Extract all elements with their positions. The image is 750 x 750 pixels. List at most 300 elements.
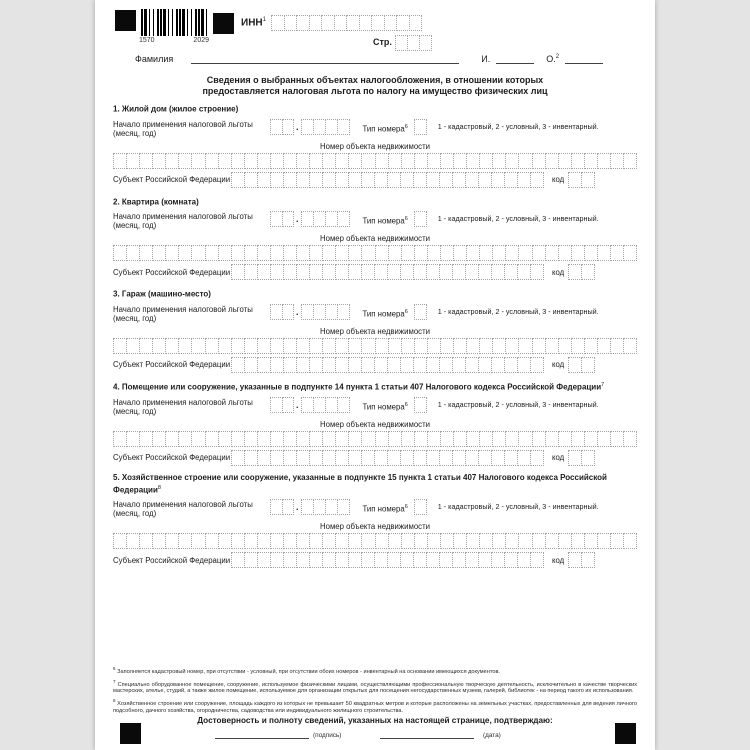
input-cell[interactable] (400, 264, 414, 280)
input-cell[interactable] (322, 450, 336, 466)
input-cell[interactable] (359, 15, 373, 31)
input-cell[interactable] (492, 431, 506, 447)
input-cell[interactable] (388, 338, 402, 354)
input-cell[interactable] (270, 153, 284, 169)
input-cell[interactable] (244, 172, 258, 188)
input-cell[interactable] (270, 338, 284, 354)
input-cell[interactable] (361, 357, 375, 373)
input-cell[interactable] (597, 338, 611, 354)
input-cell[interactable] (126, 338, 140, 354)
input-cell[interactable] (465, 264, 479, 280)
input-cell[interactable] (337, 119, 350, 135)
input-cell[interactable] (348, 533, 362, 549)
input-cell[interactable] (623, 338, 637, 354)
input-cell[interactable] (568, 264, 582, 280)
input-cell[interactable] (440, 153, 454, 169)
input-cell[interactable] (388, 153, 402, 169)
input-cell[interactable] (623, 533, 637, 549)
input-cell[interactable] (322, 357, 336, 373)
input-cell[interactable] (505, 245, 519, 261)
input-cell[interactable] (283, 357, 297, 373)
input-cell[interactable] (257, 357, 271, 373)
input-cell[interactable] (517, 264, 531, 280)
subject-code-field[interactable] (568, 172, 595, 188)
input-cell[interactable] (126, 431, 140, 447)
input-cell[interactable] (244, 245, 258, 261)
input-cell[interactable] (231, 153, 245, 169)
input-cell[interactable] (205, 533, 219, 549)
benefit-start-month-field[interactable] (270, 304, 294, 320)
input-cell[interactable] (361, 245, 375, 261)
input-cell[interactable] (361, 533, 375, 549)
input-cell[interactable] (282, 211, 295, 227)
input-cell[interactable] (452, 450, 466, 466)
input-cell[interactable] (440, 431, 454, 447)
input-cell[interactable] (337, 211, 350, 227)
subject-code-field[interactable] (568, 264, 595, 280)
input-cell[interactable] (205, 431, 219, 447)
input-cell[interactable] (426, 172, 440, 188)
object-number-field[interactable] (113, 245, 637, 261)
object-number-field[interactable] (113, 533, 637, 549)
input-cell[interactable] (271, 15, 285, 31)
input-cell[interactable] (439, 264, 453, 280)
input-cell[interactable] (244, 450, 258, 466)
input-cell[interactable] (309, 552, 323, 568)
input-cell[interactable] (465, 450, 479, 466)
input-cell[interactable] (348, 357, 362, 373)
input-cell[interactable] (270, 533, 284, 549)
input-cell[interactable] (296, 431, 310, 447)
input-cell[interactable] (139, 533, 153, 549)
input-cell[interactable] (478, 357, 492, 373)
object-number-field[interactable] (113, 153, 637, 169)
input-cell[interactable] (478, 450, 492, 466)
input-cell[interactable] (178, 338, 192, 354)
input-cell[interactable] (165, 245, 179, 261)
input-cell[interactable] (517, 172, 531, 188)
input-cell[interactable] (610, 431, 624, 447)
input-cell[interactable] (231, 172, 245, 188)
input-cell[interactable] (244, 264, 258, 280)
input-cell[interactable] (581, 357, 595, 373)
surname-input-line[interactable] (191, 53, 459, 64)
input-cell[interactable] (427, 338, 441, 354)
input-cell[interactable] (440, 533, 454, 549)
input-cell[interactable] (244, 357, 258, 373)
input-cell[interactable] (439, 357, 453, 373)
input-cell[interactable] (309, 338, 323, 354)
input-cell[interactable] (283, 172, 297, 188)
input-cell[interactable] (335, 431, 349, 447)
input-cell[interactable] (387, 264, 401, 280)
input-cell[interactable] (321, 15, 335, 31)
input-cell[interactable] (283, 431, 297, 447)
input-cell[interactable] (270, 172, 284, 188)
number-type-field[interactable] (414, 119, 427, 135)
input-cell[interactable] (296, 357, 310, 373)
benefit-start-year-field[interactable] (301, 499, 350, 515)
benefit-start-month-field[interactable] (270, 397, 294, 413)
input-cell[interactable] (322, 431, 336, 447)
input-cell[interactable] (113, 245, 127, 261)
input-cell[interactable] (322, 552, 336, 568)
input-cell[interactable] (165, 338, 179, 354)
input-cell[interactable] (492, 245, 506, 261)
subject-field[interactable] (231, 450, 544, 466)
input-cell[interactable] (491, 357, 505, 373)
input-cell[interactable] (388, 245, 402, 261)
input-cell[interactable] (257, 533, 271, 549)
input-cell[interactable] (466, 153, 480, 169)
input-cell[interactable] (335, 338, 349, 354)
input-cell[interactable] (584, 245, 598, 261)
input-cell[interactable] (414, 533, 428, 549)
input-cell[interactable] (413, 172, 427, 188)
input-cell[interactable] (545, 338, 559, 354)
input-cell[interactable] (205, 338, 219, 354)
input-cell[interactable] (257, 245, 271, 261)
input-cell[interactable] (335, 153, 349, 169)
input-cell[interactable] (597, 153, 611, 169)
patronymic-initial-input-line[interactable] (565, 53, 603, 64)
input-cell[interactable] (427, 431, 441, 447)
input-cell[interactable] (584, 431, 598, 447)
input-cell[interactable] (414, 431, 428, 447)
input-cell[interactable] (178, 153, 192, 169)
input-cell[interactable] (517, 357, 531, 373)
input-cell[interactable] (400, 172, 414, 188)
subject-field[interactable] (231, 552, 544, 568)
input-cell[interactable] (401, 245, 415, 261)
input-cell[interactable] (231, 552, 245, 568)
input-cell[interactable] (322, 533, 336, 549)
input-cell[interactable] (283, 552, 297, 568)
input-cell[interactable] (296, 552, 310, 568)
benefit-start-year-field[interactable] (301, 397, 350, 413)
input-cell[interactable] (374, 264, 388, 280)
input-cell[interactable] (244, 552, 258, 568)
input-cell[interactable] (361, 338, 375, 354)
input-cell[interactable] (426, 264, 440, 280)
input-cell[interactable] (257, 264, 271, 280)
input-cell[interactable] (479, 338, 493, 354)
input-cell[interactable] (581, 552, 595, 568)
input-cell[interactable] (409, 15, 423, 31)
input-cell[interactable] (165, 153, 179, 169)
input-cell[interactable] (335, 264, 349, 280)
number-type-field[interactable] (414, 304, 427, 320)
input-cell[interactable] (427, 245, 441, 261)
input-cell[interactable] (414, 153, 428, 169)
input-cell[interactable] (374, 357, 388, 373)
input-cell[interactable] (426, 552, 440, 568)
input-cell[interactable] (568, 357, 582, 373)
input-cell[interactable] (401, 338, 415, 354)
input-cell[interactable] (348, 552, 362, 568)
input-cell[interactable] (361, 153, 375, 169)
input-cell[interactable] (581, 450, 595, 466)
benefit-start-year-field[interactable] (301, 211, 350, 227)
input-cell[interactable] (152, 245, 166, 261)
input-cell[interactable] (413, 552, 427, 568)
input-cell[interactable] (478, 264, 492, 280)
input-cell[interactable] (348, 264, 362, 280)
input-cell[interactable] (419, 35, 432, 51)
input-cell[interactable] (581, 264, 595, 280)
input-cell[interactable] (322, 264, 336, 280)
input-cell[interactable] (452, 552, 466, 568)
input-cell[interactable] (337, 499, 350, 515)
input-cell[interactable] (322, 245, 336, 261)
input-cell[interactable] (491, 552, 505, 568)
input-cell[interactable] (401, 533, 415, 549)
input-cell[interactable] (165, 431, 179, 447)
input-cell[interactable] (479, 153, 493, 169)
input-cell[interactable] (623, 431, 637, 447)
input-cell[interactable] (139, 245, 153, 261)
input-cell[interactable] (296, 450, 310, 466)
input-cell[interactable] (296, 338, 310, 354)
input-cell[interactable] (453, 533, 467, 549)
input-cell[interactable] (231, 431, 245, 447)
input-cell[interactable] (568, 172, 582, 188)
input-cell[interactable] (465, 552, 479, 568)
input-cell[interactable] (439, 552, 453, 568)
input-cell[interactable] (335, 450, 349, 466)
input-cell[interactable] (296, 533, 310, 549)
input-cell[interactable] (452, 172, 466, 188)
input-cell[interactable] (610, 153, 624, 169)
input-cell[interactable] (597, 245, 611, 261)
input-cell[interactable] (284, 15, 298, 31)
input-cell[interactable] (387, 450, 401, 466)
input-cell[interactable] (504, 357, 518, 373)
input-cell[interactable] (413, 357, 427, 373)
input-cell[interactable] (384, 15, 398, 31)
input-cell[interactable] (466, 245, 480, 261)
input-cell[interactable] (113, 153, 127, 169)
input-cell[interactable] (452, 357, 466, 373)
input-cell[interactable] (283, 264, 297, 280)
input-cell[interactable] (466, 338, 480, 354)
input-cell[interactable] (479, 533, 493, 549)
input-cell[interactable] (518, 533, 532, 549)
input-cell[interactable] (387, 552, 401, 568)
input-cell[interactable] (309, 450, 323, 466)
input-cell[interactable] (530, 357, 544, 373)
input-cell[interactable] (231, 264, 245, 280)
input-cell[interactable] (396, 15, 410, 31)
input-cell[interactable] (545, 533, 559, 549)
input-cell[interactable] (453, 245, 467, 261)
input-cell[interactable] (205, 153, 219, 169)
input-cell[interactable] (491, 264, 505, 280)
input-cell[interactable] (191, 431, 205, 447)
input-cell[interactable] (374, 552, 388, 568)
benefit-start-year-field[interactable] (301, 304, 350, 320)
input-cell[interactable] (322, 338, 336, 354)
input-cell[interactable] (518, 338, 532, 354)
input-cell[interactable] (426, 450, 440, 466)
input-cell[interactable] (348, 245, 362, 261)
input-cell[interactable] (309, 431, 323, 447)
input-cell[interactable] (348, 431, 362, 447)
input-cell[interactable] (465, 172, 479, 188)
input-cell[interactable] (505, 533, 519, 549)
input-cell[interactable] (388, 533, 402, 549)
input-cell[interactable] (401, 153, 415, 169)
input-cell[interactable] (191, 245, 205, 261)
input-cell[interactable] (532, 153, 546, 169)
benefit-start-year-field[interactable] (301, 119, 350, 135)
input-cell[interactable] (231, 338, 245, 354)
input-cell[interactable] (374, 172, 388, 188)
input-cell[interactable] (517, 552, 531, 568)
input-cell[interactable] (191, 338, 205, 354)
input-cell[interactable] (504, 172, 518, 188)
input-cell[interactable] (532, 245, 546, 261)
object-number-field[interactable] (113, 338, 637, 354)
input-cell[interactable] (348, 153, 362, 169)
input-cell[interactable] (126, 533, 140, 549)
input-cell[interactable] (571, 431, 585, 447)
input-cell[interactable] (257, 450, 271, 466)
input-cell[interactable] (296, 245, 310, 261)
input-cell[interactable] (414, 245, 428, 261)
input-cell[interactable] (205, 245, 219, 261)
input-cell[interactable] (400, 450, 414, 466)
input-cell[interactable] (126, 245, 140, 261)
input-cell[interactable] (231, 533, 245, 549)
input-cell[interactable] (571, 153, 585, 169)
input-cell[interactable] (322, 172, 336, 188)
input-cell[interactable] (346, 15, 360, 31)
input-cell[interactable] (532, 533, 546, 549)
input-cell[interactable] (282, 397, 295, 413)
input-cell[interactable] (492, 153, 506, 169)
input-cell[interactable] (623, 245, 637, 261)
input-cell[interactable] (337, 397, 350, 413)
input-cell[interactable] (218, 245, 232, 261)
input-cell[interactable] (375, 431, 389, 447)
input-cell[interactable] (335, 357, 349, 373)
input-cell[interactable] (375, 245, 389, 261)
input-cell[interactable] (244, 153, 258, 169)
input-cell[interactable] (361, 552, 375, 568)
input-cell[interactable] (414, 338, 428, 354)
input-cell[interactable] (558, 245, 572, 261)
input-cell[interactable] (374, 450, 388, 466)
input-cell[interactable] (439, 450, 453, 466)
input-cell[interactable] (244, 533, 258, 549)
input-cell[interactable] (478, 172, 492, 188)
input-cell[interactable] (152, 431, 166, 447)
input-cell[interactable] (152, 533, 166, 549)
input-cell[interactable] (113, 338, 127, 354)
input-cell[interactable] (257, 153, 271, 169)
input-cell[interactable] (568, 552, 582, 568)
input-cell[interactable] (530, 552, 544, 568)
input-cell[interactable] (479, 431, 493, 447)
input-cell[interactable] (558, 338, 572, 354)
input-cell[interactable] (244, 338, 258, 354)
input-cell[interactable] (518, 245, 532, 261)
input-cell[interactable] (178, 245, 192, 261)
input-cell[interactable] (322, 153, 336, 169)
input-cell[interactable] (504, 450, 518, 466)
input-cell[interactable] (439, 172, 453, 188)
input-cell[interactable] (231, 245, 245, 261)
input-cell[interactable] (309, 15, 323, 31)
input-cell[interactable] (191, 153, 205, 169)
input-cell[interactable] (257, 338, 271, 354)
input-cell[interactable] (388, 431, 402, 447)
object-number-field[interactable] (113, 431, 637, 447)
input-cell[interactable] (518, 431, 532, 447)
input-cell[interactable] (545, 153, 559, 169)
input-cell[interactable] (113, 431, 127, 447)
input-cell[interactable] (335, 552, 349, 568)
input-cell[interactable] (113, 533, 127, 549)
page-number-field[interactable] (395, 35, 432, 51)
input-cell[interactable] (375, 338, 389, 354)
input-cell[interactable] (581, 172, 595, 188)
input-cell[interactable] (413, 450, 427, 466)
input-cell[interactable] (309, 172, 323, 188)
input-cell[interactable] (139, 338, 153, 354)
input-cell[interactable] (270, 357, 284, 373)
subject-field[interactable] (231, 172, 544, 188)
input-cell[interactable] (414, 304, 427, 320)
inn-field[interactable] (271, 15, 422, 31)
input-cell[interactable] (426, 357, 440, 373)
input-cell[interactable] (191, 533, 205, 549)
input-cell[interactable] (218, 431, 232, 447)
subject-field[interactable] (231, 357, 544, 373)
input-cell[interactable] (530, 264, 544, 280)
input-cell[interactable] (139, 431, 153, 447)
input-cell[interactable] (309, 245, 323, 261)
input-cell[interactable] (335, 245, 349, 261)
input-cell[interactable] (532, 338, 546, 354)
input-cell[interactable] (492, 338, 506, 354)
input-cell[interactable] (126, 153, 140, 169)
input-cell[interactable] (335, 533, 349, 549)
input-cell[interactable] (427, 153, 441, 169)
input-cell[interactable] (558, 533, 572, 549)
input-cell[interactable] (283, 338, 297, 354)
input-cell[interactable] (387, 357, 401, 373)
input-cell[interactable] (505, 431, 519, 447)
input-cell[interactable] (348, 450, 362, 466)
input-cell[interactable] (491, 450, 505, 466)
input-cell[interactable] (414, 397, 427, 413)
input-cell[interactable] (532, 431, 546, 447)
input-cell[interactable] (337, 304, 350, 320)
input-cell[interactable] (231, 357, 245, 373)
input-cell[interactable] (178, 431, 192, 447)
signature-input-line[interactable] (215, 738, 309, 739)
input-cell[interactable] (571, 533, 585, 549)
input-cell[interactable] (218, 338, 232, 354)
input-cell[interactable] (375, 153, 389, 169)
input-cell[interactable] (584, 533, 598, 549)
input-cell[interactable] (348, 338, 362, 354)
input-cell[interactable] (244, 431, 258, 447)
input-cell[interactable] (427, 533, 441, 549)
input-cell[interactable] (257, 431, 271, 447)
